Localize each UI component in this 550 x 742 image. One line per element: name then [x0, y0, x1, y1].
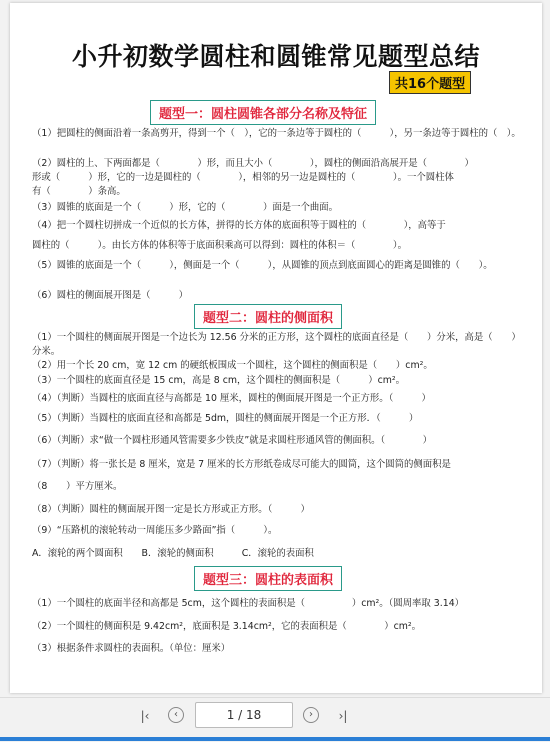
question-text: （5）圆锥的底面是一个（ ），侧面是一个（ ），从圆锥的顶点到底面圆心的距离是圆锥的（ ）。 [32, 260, 493, 271]
bottom-accent-bar [0, 737, 550, 741]
question-text: （3）圆锥的底面是一个（ ）形，它的（ ）面是一个曲面。 [32, 202, 338, 213]
question-text: （3）根据条件求圆柱的表面积。（单位：厘米） [32, 643, 231, 654]
next-page-icon[interactable]: › [303, 707, 319, 723]
question-text: （5）（判断）当圆柱的底面直径和高都是 5dm，圆柱的侧面展开图是一个正方形．（ ） [32, 413, 419, 424]
question-text: （2）圆柱的上、下两面都是（ ）形，而且大小（ ），圆柱的侧面沿高展开是（ ） [32, 158, 474, 169]
page-indicator[interactable]: 1 / 18 [195, 702, 293, 728]
question-text: （9）“压路机的滚轮转动一周能压多少路面”指（ ）。 [32, 525, 278, 536]
question-text: （6）（判断）求“做一个圆柱形通风管需要多少铁皮”就是求圆柱形通风管的侧面积。（ ） [32, 435, 433, 446]
question-text: （8 ）平方厘米。 [32, 481, 123, 492]
document-page [10, 3, 542, 693]
answer-options: A．滚轮的两个圆面积 B．滚轮的侧面积 C．滚轮的表面积 [32, 548, 314, 559]
prev-page-icon[interactable]: ‹ [168, 707, 184, 723]
first-page-icon[interactable]: |‹ [140, 709, 150, 723]
document-title: 小升初数学圆柱和圆锥常见题型总结 [71, 42, 480, 71]
question-type-count-badge: 共16个题型 [389, 71, 471, 94]
question-text: （4）（判断）当圆柱的底面直径与高都是 10 厘米，圆柱的侧面展开图是一个正方形。（ ） [32, 393, 431, 404]
section-heading-3: 题型三：圆柱的表面积 [194, 566, 342, 591]
question-text: （8）（判断）圆柱的侧面展开图一定是长方形或正方形。（ ） [32, 504, 310, 515]
question-text: 形或（ ）形，它的一边是圆柱的（ ），相邻的另一边是圆柱的（ ）。一个圆柱体 [32, 172, 454, 183]
question-text: （3）一个圆柱的底面直径是 15 cm，高是 8 cm，这个圆柱的侧面积是（ ）cm²。 [32, 375, 406, 386]
section-heading-1: 题型一：圆柱圆锥各部分名称及特征 [150, 100, 376, 125]
question-text: （2）一个圆柱的侧面积是 9.42cm²，底面积是 3.14cm²，它的表面积是（ ）cm²。 [32, 621, 422, 632]
question-text: 圆柱的（ ）。由长方体的体积等于底面积乘高可以得到：圆柱的体积＝（ ）。 [32, 240, 407, 251]
question-text: （6）圆柱的侧面展开图是（ ） [32, 290, 188, 301]
question-text: 有（ ）条高。 [32, 186, 126, 197]
question-text: （1）一个圆柱的底面半径和高都是 5cm，这个圆柱的表面积是（ ）cm²。（圆周率取 3.14） [32, 598, 465, 609]
question-text: （1）一个圆柱的侧面展开图是一个边长为 12.56 分米的正方形，这个圆柱的底面直径是（ ）分米，高是（ ）分米。 [32, 332, 521, 357]
question-text: （4）把一个圆柱切拼成一个近似的长方体，拼得的长方体的底面积等于圆柱的（ ），高等于 [32, 220, 446, 231]
section-heading-2: 题型二：圆柱的侧面积 [194, 304, 342, 329]
question-text: （1）把圆柱的侧面沿着一条高剪开，得到一个（ ），它的一条边等于圆柱的（ ），另一条边等于圆柱的（ ）。 [32, 128, 521, 139]
question-text: （2）用一个长 20 cm，宽 12 cm 的硬纸板围成一个圆柱，这个圆柱的侧面积是（ ）cm²。 [32, 360, 433, 371]
question-text: （7）（判断）将一张长是 8 厘米，宽是 7 厘米的长方形纸卷成尽可能大的圆筒，这个圆筒的侧面积是 [32, 459, 451, 470]
last-page-icon[interactable]: ›| [338, 709, 348, 723]
